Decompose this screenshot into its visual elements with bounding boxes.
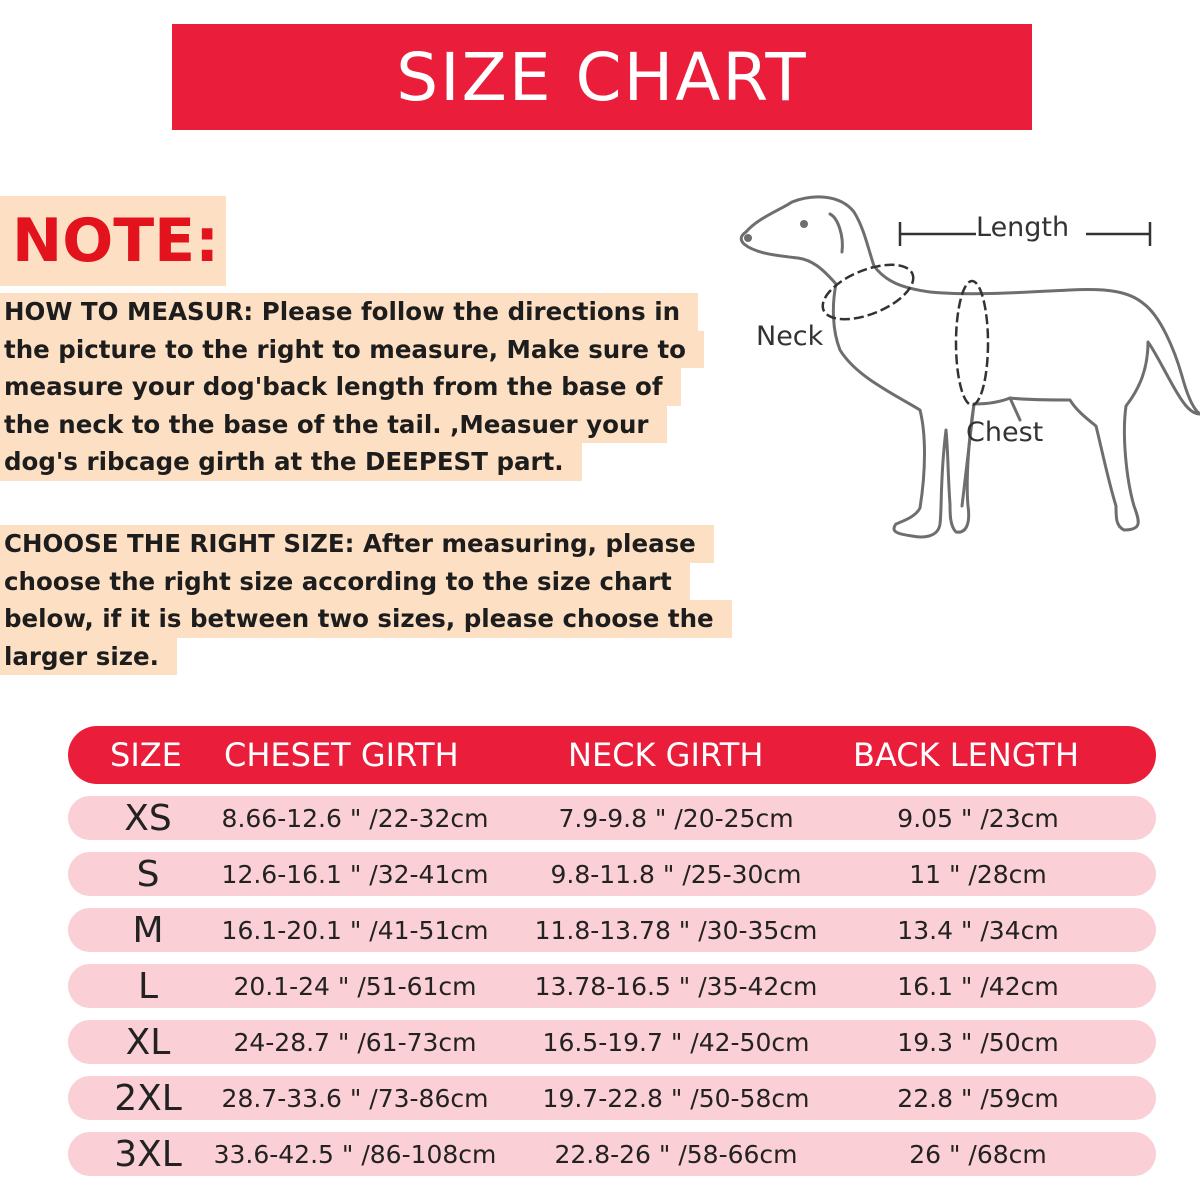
note-title: NOTE: [12, 206, 220, 276]
table-row [68, 796, 1156, 840]
note-line: measure your dog'back length from the base of [0, 368, 681, 406]
note-line: below, if it is between two sizes, please choose the [0, 600, 732, 638]
back-length-cell: 13.4 " /34cm [897, 916, 1059, 945]
note-line: larger size. [0, 638, 177, 676]
neck-girth-cell: 13.78-16.5 " /35-42cm [534, 972, 818, 1001]
note-line: the neck to the base of the tail. ,Measuer your [0, 406, 667, 444]
size-cell: 2XL [114, 1078, 182, 1119]
choose-size-instructions [0, 525, 732, 675]
header-chest-girth: CHESET GIRTH [224, 736, 459, 774]
note-heading [0, 196, 226, 286]
size-cell: XL [125, 1022, 171, 1063]
chest-girth-cell: 24-28.7 " /61-73cm [233, 1028, 477, 1057]
neck-label: Neck [756, 321, 824, 352]
size-cell: L [137, 966, 159, 1007]
neck-girth-cell: 7.9-9.8 " /20-25cm [558, 804, 794, 833]
table-row [68, 908, 1156, 952]
back-length-cell: 19.3 " /50cm [897, 1028, 1059, 1057]
size-cell: XS [124, 798, 172, 839]
back-length-cell: 26 " /68cm [909, 1140, 1047, 1169]
neck-girth-cell: 22.8-26 " /58-66cm [554, 1140, 798, 1169]
note-line: the picture to the right to measure, Make sure to [0, 331, 704, 369]
dog-measurement-diagram [730, 188, 1200, 568]
back-length-cell: 16.1 " /42cm [897, 972, 1059, 1001]
neck-girth-cell: 11.8-13.78 " /30-35cm [534, 916, 818, 945]
note-line: HOW TO MEASUR: Please follow the directions in [0, 293, 698, 331]
chest-girth-cell: 8.66-12.6 " /22-32cm [221, 804, 489, 833]
note-line: dog's ribcage girth at the DEEPEST part. [0, 443, 582, 481]
header-neck-girth: NECK GIRTH [568, 736, 764, 774]
chest-girth-cell: 33.6-42.5 " /86-108cm [213, 1140, 497, 1169]
neck-girth-cell: 9.8-11.8 " /25-30cm [550, 860, 802, 889]
back-length-cell: 22.8 " /59cm [897, 1084, 1059, 1113]
note-line: choose the right size according to the size chart [0, 563, 690, 601]
note-line: CHOOSE THE RIGHT SIZE: After measuring, please [0, 525, 714, 563]
chest-girth-cell: 12.6-16.1 " /32-41cm [221, 860, 489, 889]
chest-girth-cell: 28.7-33.6 " /73-86cm [221, 1084, 489, 1113]
size-cell: 3XL [114, 1134, 182, 1175]
size-cell: S [136, 854, 160, 895]
size-table [68, 726, 1156, 1176]
table-row [68, 964, 1156, 1008]
header-size: SIZE [110, 736, 182, 774]
chest-label: Chest [966, 417, 1044, 448]
length-label: Length [976, 212, 1070, 243]
table-row [68, 852, 1156, 896]
dog-outline-icon [730, 188, 1200, 568]
banner-title: SIZE CHART [396, 38, 808, 116]
neck-girth-cell: 16.5-19.7 " /42-50cm [542, 1028, 810, 1057]
size-cell: M [132, 910, 164, 951]
chest-girth-cell: 20.1-24 " /51-61cm [233, 972, 477, 1001]
table-row [68, 1132, 1156, 1176]
neck-girth-cell: 19.7-22.8 " /50-58cm [542, 1084, 810, 1113]
size-chart-banner [172, 24, 1032, 130]
chest-girth-cell: 16.1-20.1 " /41-51cm [221, 916, 489, 945]
back-length-cell: 11 " /28cm [909, 860, 1047, 889]
table-row [68, 1076, 1156, 1120]
table-header [68, 726, 1156, 784]
header-back-length: BACK LENGTH [853, 736, 1080, 774]
back-length-cell: 9.05 " /23cm [897, 804, 1059, 833]
measure-instructions [0, 293, 704, 481]
table-row [68, 1020, 1156, 1064]
